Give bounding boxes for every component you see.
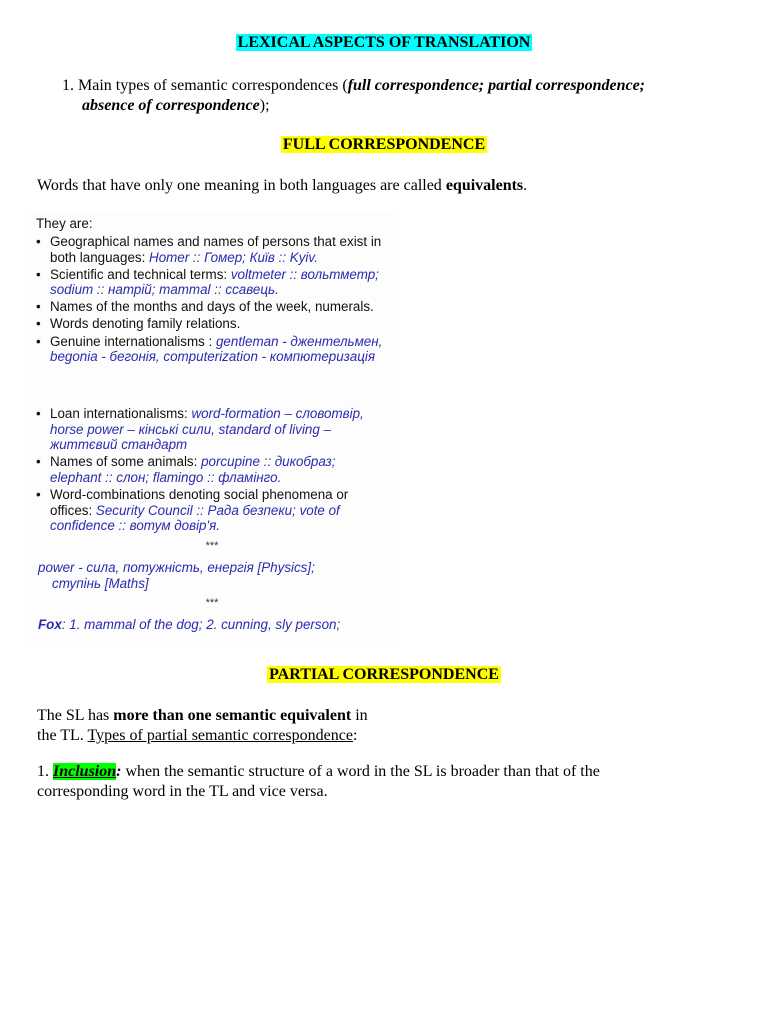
full-heading-wrap: [0, 136, 768, 154]
equivalents-end: .: [523, 177, 528, 194]
list-item: • Names of some animals: porcupine :: дикобраз; elephant :: слон; flamingo :: фламінго.: [30, 454, 390, 485]
separator-stars-1: ***: [205, 540, 219, 552]
list-item: • Words denoting family relations.: [30, 316, 390, 332]
partial-heading-wrap: [0, 666, 768, 684]
item1-line1: [62, 76, 742, 96]
item1-italic: full correspondence; partial correspondence;: [347, 77, 645, 94]
item1-number: 1.: [62, 77, 74, 94]
item1-line2: [62, 96, 742, 116]
item1-text: Main types of semantic correspondences (: [78, 77, 348, 94]
list-item: • Geographical names and names of persons that exist in both languages: Homer :: Гомер; Київ :: Kyiv.: [30, 234, 390, 265]
item1-italic2: absence of correspondence: [82, 97, 260, 114]
examples-list-b: [30, 406, 390, 535]
inclusion-paragraph: [37, 762, 737, 802]
list-item: • Genuine internationalisms : gentleman - джентельмен, begonia - бегонія, computerization - компютеризація: [30, 334, 390, 365]
inclusion-line-2: corresponding word in the TL and vice versa.: [37, 783, 328, 800]
partial-line-2: the TL. Types of partial semantic correspondence:: [37, 727, 358, 744]
equivalents-intro: Words that have only one meaning in both languages are called: [37, 177, 446, 194]
page-title-wrap: [0, 34, 768, 52]
fox-text: : 1. mammal of the dog; 2. cunning, sly person;: [61, 617, 341, 632]
fox-definition: [38, 617, 390, 633]
types-underline: Types of partial semantic correspondence: [87, 727, 353, 744]
examples-list-a: [30, 234, 390, 366]
list-item: • Word-combinations denoting social phenomena or offices: Security Council :: Рада безпеки; vote of confidence :: вотум довір'я.: [30, 487, 390, 534]
inclusion-line-1: 1. Inclusion: when the semantic structure of a word in the SL is broader than that of the: [37, 763, 600, 780]
examples-image-box: [30, 212, 394, 642]
power-line-2: ступінь [Maths]: [52, 575, 149, 591]
fox-label: Fox: [38, 617, 62, 632]
list-item: • Names of the months and days of the week, numerals.: [30, 299, 390, 315]
partial-line-1: The SL has more than one semantic equivalent in: [37, 707, 368, 724]
full-correspondence-heading: FULL CORRESPONDENCE: [282, 136, 486, 153]
power-definition: [38, 560, 390, 591]
list-item: • Loan internationalisms: word-formation – словотвір, horse power – кінські сили, standard of living – життєвий стандарт: [30, 406, 390, 453]
power-line-1: power - сила, потужність, енергія [Physics];: [38, 560, 315, 575]
equivalents-paragraph: [37, 176, 527, 196]
list-item: • Scientific and technical terms: voltmeter :: вольтметр; sodium :: натрій; mammal :: ссавець.: [30, 267, 390, 298]
equivalents-bold: equivalents: [445, 177, 524, 194]
list-item-main-types: [62, 76, 742, 116]
they-are-label: They are:: [36, 216, 93, 231]
partial-correspondence-heading: PARTIAL CORRESPONDENCE: [269, 666, 499, 683]
partial-paragraph: [37, 706, 368, 746]
page-title: LEXICAL ASPECTS OF TRANSLATION: [237, 34, 531, 51]
separator-stars-2: ***: [205, 597, 219, 609]
item1-end: );: [259, 97, 270, 114]
inclusion-label: Inclusion: [53, 763, 117, 780]
semantic-equivalent-bold: more than one semantic equivalent: [113, 707, 352, 724]
